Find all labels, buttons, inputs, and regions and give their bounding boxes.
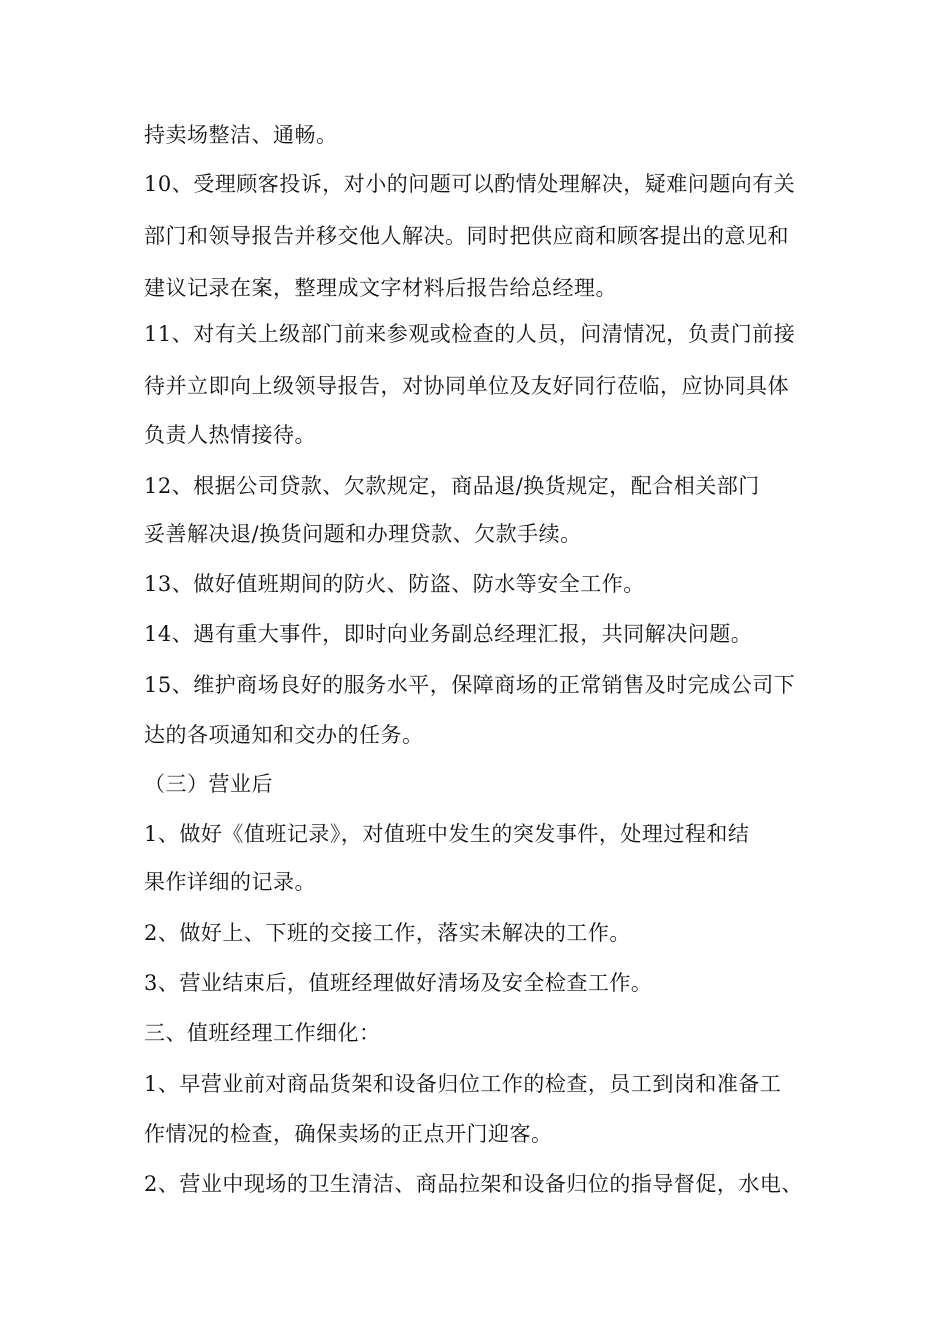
text-line: 10、受理顾客投诉，对小的问题可以酌情处理解决，疑难问题向有关 (144, 172, 796, 196)
text-line: 作情况的检查，确保卖场的正点开门迎客。 (144, 1122, 553, 1146)
text-line: 1、做好《值班记录》，对值班中发生的突发事件，处理过程和结 (144, 822, 750, 846)
text-line: 妥善解决退/换货问题和办理贷款、欠款手续。 (144, 522, 582, 546)
section-heading: 三、值班经理工作细化： (144, 1021, 381, 1045)
text-line: 待并立即向上级领导报告，对协同单位及友好同行莅临，应协同具体 (144, 374, 789, 398)
text-line: 1、早营业前对商品货架和设备归位工作的检查，员工到岗和准备工 (144, 1072, 782, 1096)
text-line: 达的各项通知和交办的任务。 (144, 723, 424, 747)
text-line: 2、营业中现场的卫生清洁、商品拉架和设备归位的指导督促，水电、 (144, 1172, 803, 1196)
text-line: 负责人热情接待。 (144, 423, 316, 447)
text-line: 13、做好值班期间的防火、防盗、防水等安全工作。 (144, 572, 645, 596)
text-line: 持卖场整洁、通畅。 (144, 123, 338, 147)
text-line: 建议记录在案，整理成文字材料后报告给总经理。 (144, 276, 617, 300)
text-line: 15、维护商场良好的服务水平，保障商场的正常销售及时完成公司下 (144, 673, 796, 697)
text-line: 果作详细的记录。 (144, 870, 316, 894)
text-line: 3、营业结束后，值班经理做好清场及安全检查工作。 (144, 971, 653, 995)
text-line: 12、根据公司贷款、欠款规定，商品退/换货规定，配合相关部门 (144, 474, 760, 498)
text-line: 14、遇有重大事件，即时向业务副总经理汇报，共同解决问题。 (144, 622, 753, 646)
text-line: 2、做好上、下班的交接工作，落实未解决的工作。 (144, 921, 631, 945)
text-line: 部门和领导报告并移交他人解决。同时把供应商和顾客提出的意见和 (144, 224, 789, 248)
text-line: 11、对有关上级部门前来参观或检查的人员，问清情况，负责门前接 (144, 322, 796, 346)
section-heading: （三）营业后 (144, 772, 273, 796)
